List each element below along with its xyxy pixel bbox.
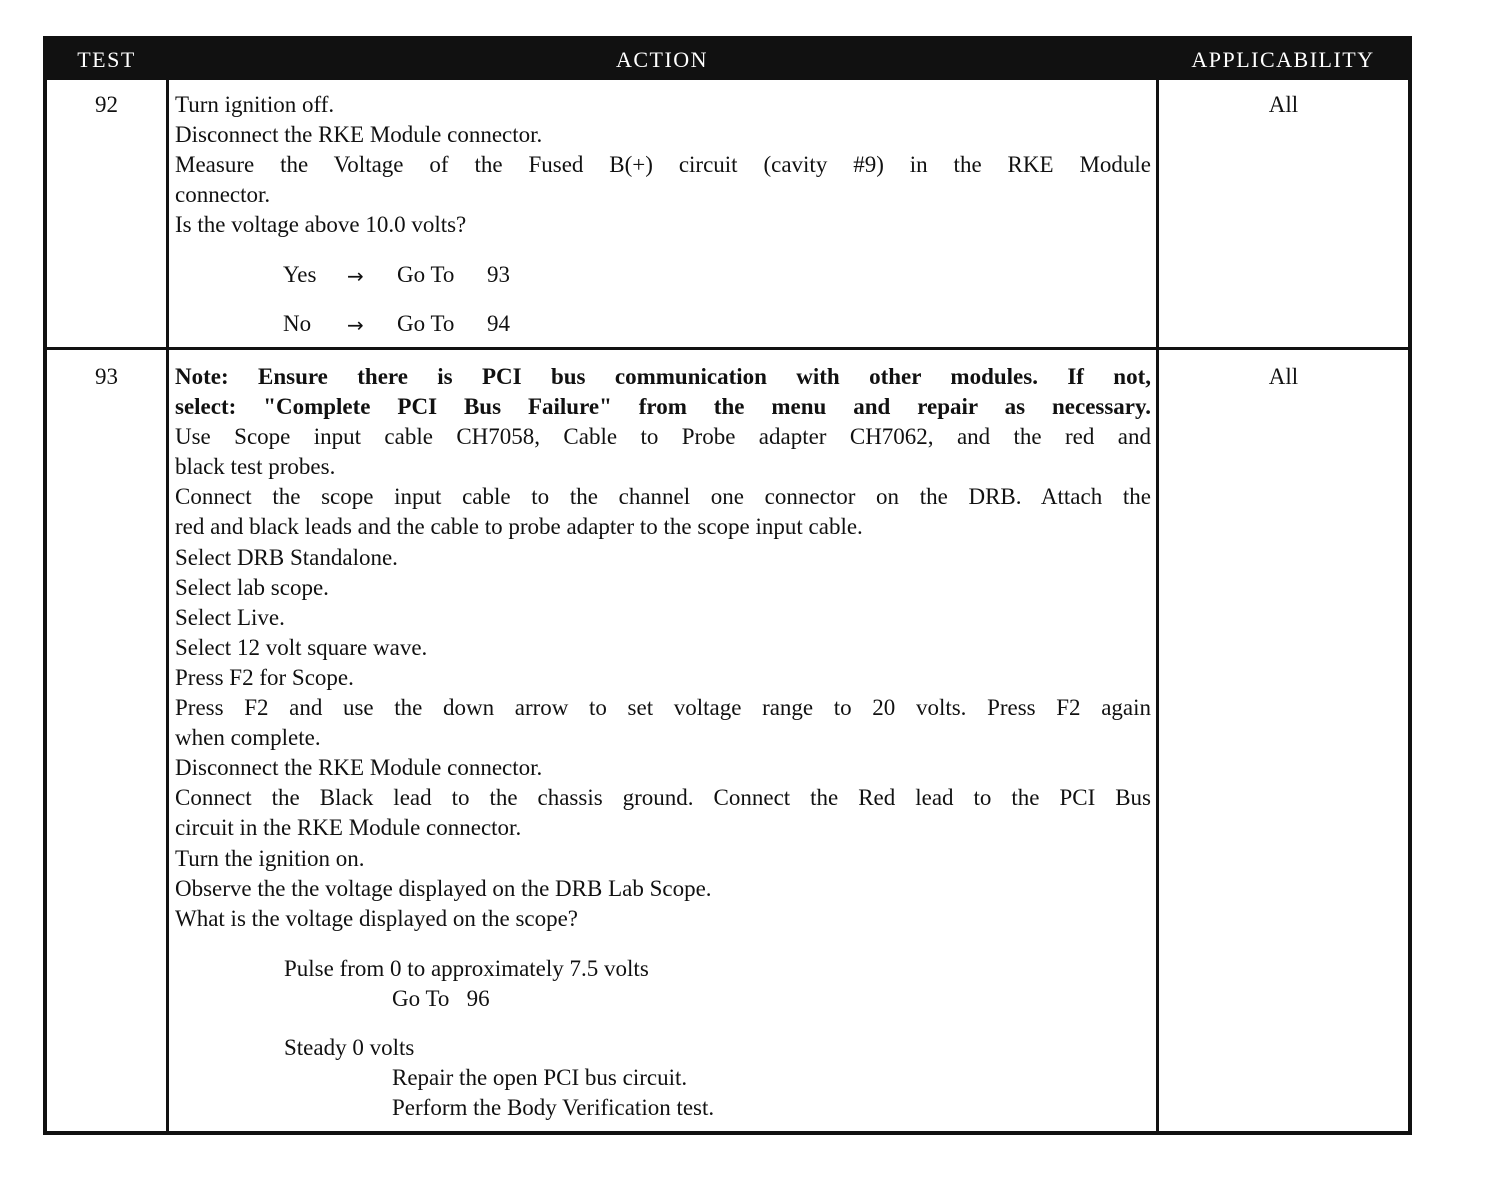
result-goto: Go To	[397, 262, 455, 287]
table-header	[47, 40, 1408, 80]
action-line: Turn ignition off.	[175, 92, 335, 117]
result-step: Go To 96	[392, 986, 490, 1012]
note-line: Note: Ensure there is PCI bus communication with other modules. If not,	[175, 364, 1151, 389]
result-answer: Yes	[283, 262, 317, 287]
action-line: Use Scope input cable CH7058, Cable to Probe adapter CH7062, and the red and	[175, 424, 1151, 450]
result-steady	[284, 1033, 714, 1123]
column-divider-applicability	[1156, 80, 1159, 1131]
result-answer: No	[283, 311, 312, 336]
action-text	[175, 362, 1151, 934]
result-pulse	[284, 954, 649, 1014]
action-line: Press F2 and use the down arrow to set voltage range to 20 volts. Press F2 again	[175, 695, 1151, 721]
action-line: Turn the ignition on.	[175, 845, 365, 871]
test-number: 92	[95, 92, 118, 117]
note-line: select: "Complete PCI Bus Failure" from the menu and repair as necessary.	[175, 394, 1151, 420]
result-step: Perform the Body Verification test.	[392, 1095, 715, 1121]
diagnostic-test-table	[43, 36, 1412, 1135]
action-line: when complete.	[175, 725, 321, 751]
header-applicability: APPLICABILITY	[1191, 47, 1375, 72]
action-line: red and black leads and the cable to probe adapter to the scope input cable.	[175, 514, 863, 540]
action-line: Measure the Voltage of the Fused B(+) circuit (cavity #9) in the RKE Module	[175, 152, 1151, 178]
action-line: Select 12 volt square wave.	[175, 634, 428, 660]
action-line: Select Live.	[175, 604, 285, 630]
action-line: Select DRB Standalone.	[175, 544, 398, 570]
applicability-value: All	[1268, 364, 1299, 389]
result-no	[283, 309, 583, 339]
row-divider	[47, 347, 1408, 350]
action-line: Press F2 for Scope.	[175, 664, 354, 690]
result-step: Repair the open PCI bus circuit.	[392, 1065, 688, 1091]
action-line: Observe the the voltage displayed on the DRB Lab Scope.	[175, 875, 712, 901]
action-line: connector.	[175, 182, 271, 208]
result-goto: Go To	[397, 311, 455, 336]
arrow-right-icon: →	[347, 313, 364, 337]
header-test: TEST	[77, 47, 136, 72]
result-target: 94	[487, 311, 510, 336]
action-text	[175, 90, 1151, 240]
action-line: Connect the Black lead to the chassis ground. Connect the Red lead to the PCI Bus	[175, 785, 1151, 811]
test-number: 93	[95, 364, 118, 389]
action-line: What is the voltage displayed on the scope?	[175, 905, 579, 931]
action-line: black test probes.	[175, 454, 336, 480]
column-divider-test	[166, 80, 169, 1131]
action-line: Is the voltage above 10.0 volts?	[175, 212, 467, 238]
result-answer: Steady 0 volts	[284, 1035, 415, 1060]
action-line: Connect the scope input cable to the channel one connector on the DRB. Attach the	[175, 484, 1151, 510]
action-line: Disconnect the RKE Module connector.	[175, 122, 543, 148]
arrow-right-icon: →	[347, 264, 364, 288]
applicability-value: All	[1268, 92, 1299, 117]
header-action: ACTION	[615, 47, 709, 72]
result-target: 93	[487, 262, 510, 287]
action-line: Disconnect the RKE Module connector.	[175, 755, 543, 781]
action-line: circuit in the RKE Module connector.	[175, 815, 522, 841]
result-yes	[283, 260, 583, 290]
result-answer: Pulse from 0 to approximately 7.5 volts	[284, 956, 649, 981]
action-line: Select lab scope.	[175, 574, 329, 600]
